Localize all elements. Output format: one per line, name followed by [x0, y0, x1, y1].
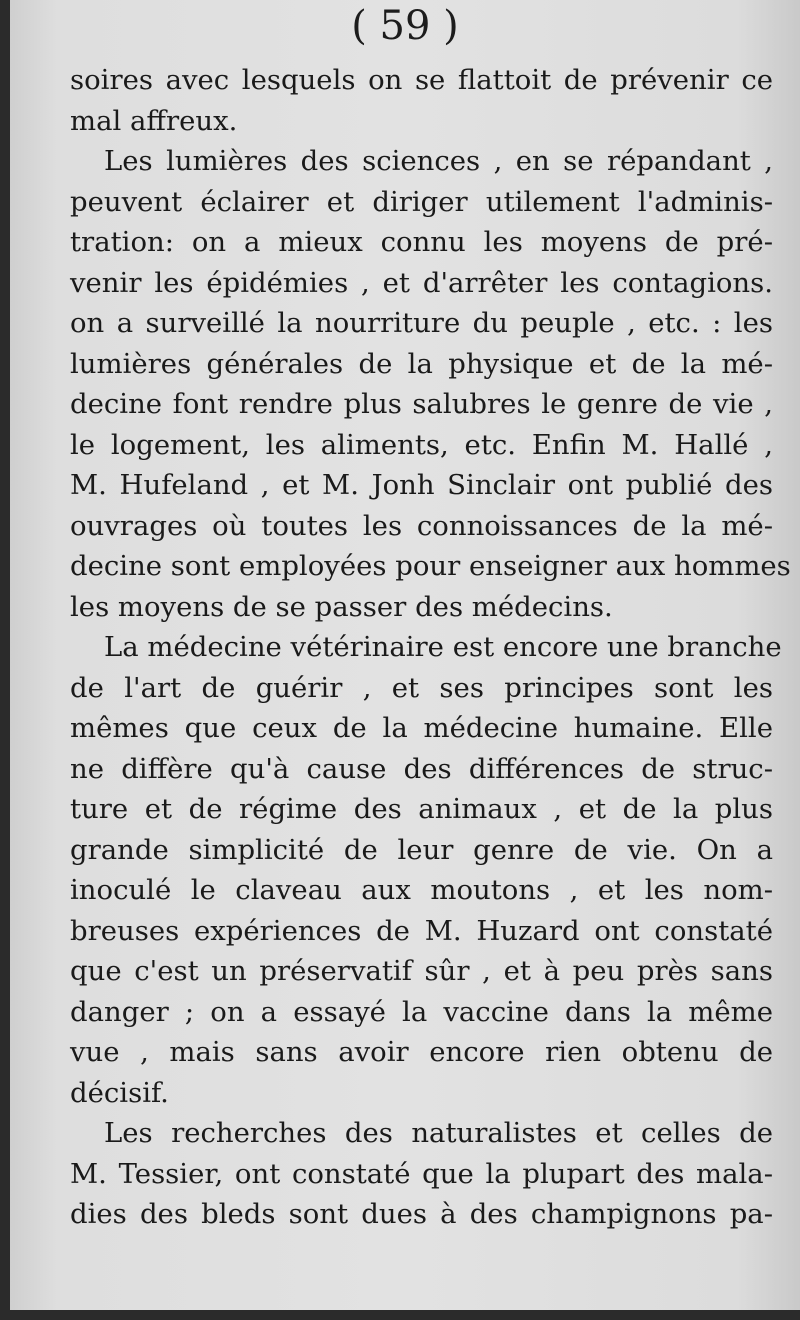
book-page — [10, 0, 800, 1310]
text-line: les moyens de se passer des médecins. — [70, 590, 613, 623]
text-line: decine sont employées pour enseigner aux hommes — [70, 550, 791, 582]
text-line: grande simplicité de leur genre de vie. On a — [70, 833, 773, 866]
text-line: de l'art de guérir , et ses principes sont les — [70, 671, 773, 704]
text-line: ne diffère qu'à cause des différences de struc- — [70, 752, 773, 785]
text-line: décisif. — [70, 1076, 169, 1109]
text-line: M. Hufeland , et M. Jonh Sinclair ont publié des — [70, 469, 773, 501]
text-line: tration: on a mieux connu les moyens de pré- — [70, 226, 773, 258]
text-line: mal affreux. — [70, 104, 238, 137]
text-line: dies des bleds sont dues à des champignons pa- — [70, 1198, 773, 1230]
text-line: peuvent éclairer et diriger utilement l'adminis- — [70, 185, 773, 218]
text-line: soires avec lesquels on se flattoit de prévenir ce — [70, 64, 773, 96]
text-line: inoculé le claveau aux moutons , et les nom- — [70, 874, 773, 906]
text-line: on a surveillé la nourriture du peuple , etc. : les — [70, 307, 773, 339]
text-line: danger ; on a essayé la vaccine dans la même — [70, 995, 773, 1028]
text-line: decine font rendre plus salubres le genre de vie , — [70, 388, 773, 420]
text-line: ture et de régime des animaux , et de la plus — [70, 793, 773, 825]
text-line: ouvrages où toutes les connoissances de la mé- — [70, 509, 773, 542]
text-line: M. Tessier, ont constaté que la plupart des mala- — [70, 1157, 773, 1190]
page-number: ( 59 ) — [351, 3, 459, 49]
text-line: La médecine vétérinaire est encore une branche — [104, 631, 782, 663]
text-line: Les lumières des sciences , en se répandant , — [104, 145, 773, 177]
text-line: breuses expériences de M. Huzard ont constaté — [70, 914, 773, 947]
text-line: Les recherches des naturalistes et celles de — [104, 1117, 773, 1149]
text-line: lumières générales de la physique et de la mé- — [70, 347, 773, 380]
text-line: mêmes que ceux de la médecine humaine. Elle — [70, 712, 773, 744]
text-line: que c'est un préservatif sûr , et à peu près sans — [70, 955, 773, 987]
body-text — [70, 60, 791, 1235]
text-line: venir les épidémies , et d'arrêter les contagions. — [70, 266, 773, 299]
text-line: le logement, les aliments, etc. Enfin M. Hallé , — [70, 428, 773, 461]
text-line: vue , mais sans avoir encore rien obtenu de — [70, 1036, 773, 1068]
